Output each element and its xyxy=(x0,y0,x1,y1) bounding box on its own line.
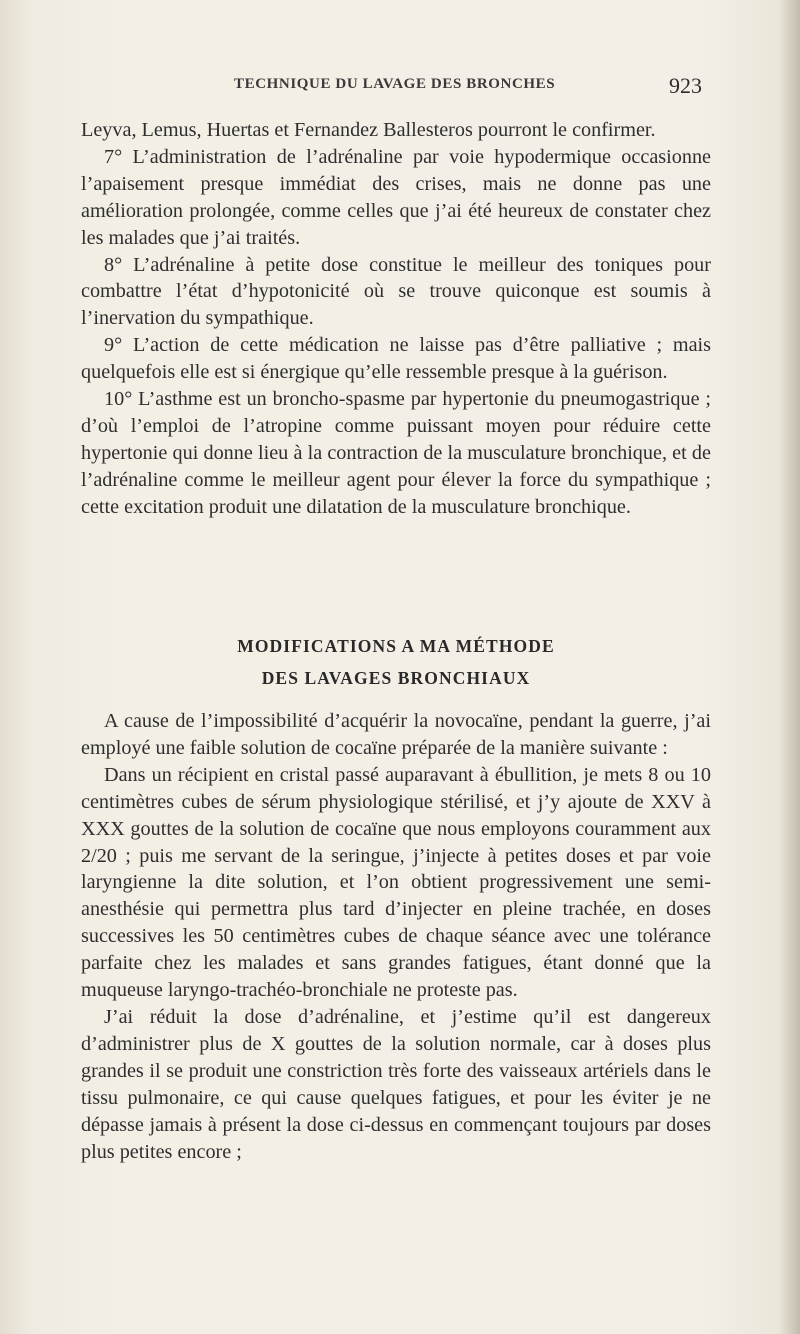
page-number: 923 xyxy=(669,73,702,98)
paragraph: J’ai réduit la dose d’adrénaline, et j’estime qu’il est dangereux d’administrer plus de X gouttes de la solution normale, car à doses plus grandes il se produit une constriction très forte des vaisseaux artériels dans le tissu pulmonaire, ce qui cause quelques fatigues, et pour les éviter je ne dépasse jamais à présent la dose ci-dessus en commençant toujours par doses plus petites encore ; xyxy=(81,1005,711,1163)
paragraph: 8° L’adrénaline à petite dose constitue le meilleur des toniques pour combattre l’état d’hypotonicité où se trouve quiconque est soumis à l’inervation du sympathique. xyxy=(81,253,711,330)
body-text-bottom xyxy=(81,708,711,1165)
paragraph: A cause de l’impossibilité d’acquérir la novocaïne, pendant la guerre, j’ai employé une faible solution de cocaïne préparée de la manière suivante : xyxy=(81,710,711,759)
section-heading-line-1: MODIFICATIONS A MA MÉTHODE xyxy=(237,636,555,656)
paragraph: 9° L’action de cette médication ne laisse pas d’être palliative ; mais quelquefois elle est si énergique qu’elle ressemble presque à la guérison. xyxy=(81,334,711,384)
paragraph: Leyva, Lemus, Huertas et Fernandez Ballesteros pourront le confirmer. xyxy=(81,119,656,141)
paragraph: 10° L’asthme est un broncho-spasme par hypertonie du pneumogastrique ; d’où l’emploi de l’atropine comme puissant moyen pour réduire cette hypertonie qui donne lieu à la contraction de la musculature bronchique, et de l’adrénaline comme le meilleur agent pour élever la force du sympathique ; cette excitation produit une dilatation de la musculature bronchique. xyxy=(81,388,711,518)
paragraph: 7° L’administration de l’adrénaline par voie hypodermique occasionne l’apaisement presque immédiat des crises, mais ne donne pas une amélioration prolongée, comme celles que j’ai été heureux de constater chez les malades que j’ai traités. xyxy=(81,145,711,249)
page-edge-shadow xyxy=(778,0,800,1334)
section-heading-line-2: DES LAVAGES BRONCHIAUX xyxy=(261,668,531,688)
paragraph: Dans un récipient en cristal passé auparavant à ébullition, je mets 8 ou 10 centimètres cubes de sérum physiologique stérilisé, et j’y ajoute de XXV à XXX gouttes de la solution de cocaïne que nous employons couramment aux 2/20 ; puis me servant de la seringue, j’injecte à petites doses et par voie laryngienne la dite solution, et l’on obtient progressivement une semi-anesthésie qui permettra plus tard d’injecter en pleine trachée, en doses successives les 50 centimètres cubes de chaque séance avec une tolérance parfaite chez les malades et sans grandes fatigues, étant donné que la muqueuse laryngo-trachéo-bronchiale ne proteste pas. xyxy=(81,763,711,1002)
running-header-title: TECHNIQUE DU LAVAGE DES BRONCHES xyxy=(234,76,556,92)
body-text-top xyxy=(81,117,711,521)
